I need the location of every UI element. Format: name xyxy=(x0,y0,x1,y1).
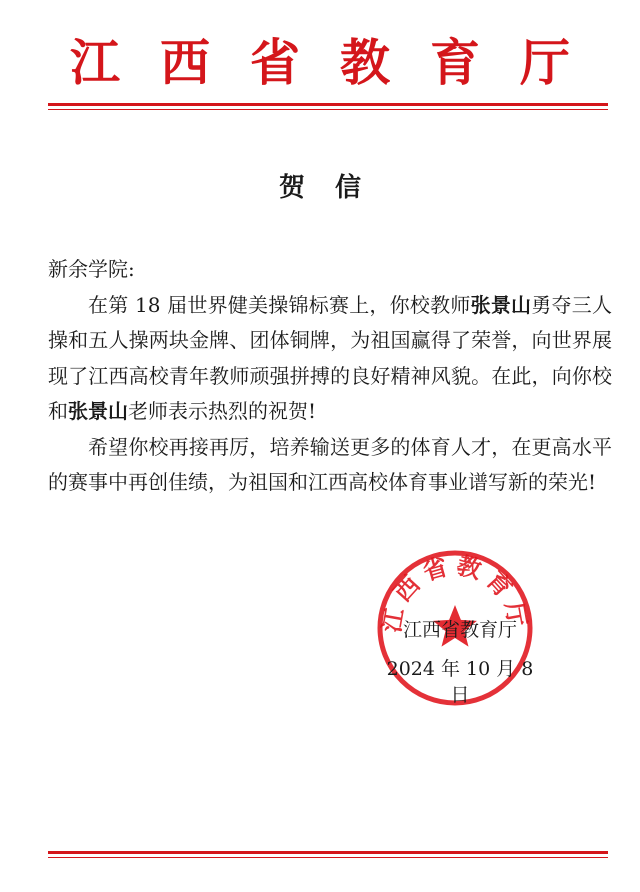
paragraph-2: 希望你校再接再厉，培养输送更多的体育人才，在更高水平的赛事中再创佳绩，为祖国和江西高校体育事业谱写新的荣光! xyxy=(48,434,612,494)
paragraph-1-text-b: 勇夺三人操和五人操两块金牌、团体铜牌，为祖国赢得了荣誉，向世界展现了江西高校青年教师顽强拼搏的良好精神风貌。在此，向你校和 xyxy=(48,292,612,423)
signature-organization: 江西省教育厅 xyxy=(402,619,517,641)
letter-title: 贺信 xyxy=(278,173,391,203)
letterhead-rule-thick xyxy=(48,103,608,106)
recipient-name-2: 张景山 xyxy=(68,399,128,423)
salutation: 新余学院: xyxy=(48,257,135,281)
seal-text: 江西省教育厅 xyxy=(376,550,534,635)
letterhead-rule-thin xyxy=(48,109,608,110)
recipient-name: 张景山 xyxy=(470,292,532,317)
paragraph-1-text-a: 在第 18 届世界健美操锦标赛上，你校教师 xyxy=(88,292,471,317)
paragraph-1-text-c: 老师表示热烈的祝贺! xyxy=(128,399,317,423)
letterhead-title: 江西省教育厅 xyxy=(70,33,610,92)
letter-body xyxy=(48,252,612,501)
paragraph-1 xyxy=(48,288,612,430)
signature-date: 2024 年 10 月 8 日 xyxy=(386,658,534,706)
footer-rule-thin xyxy=(48,857,608,858)
footer-rule-thick xyxy=(48,851,608,854)
